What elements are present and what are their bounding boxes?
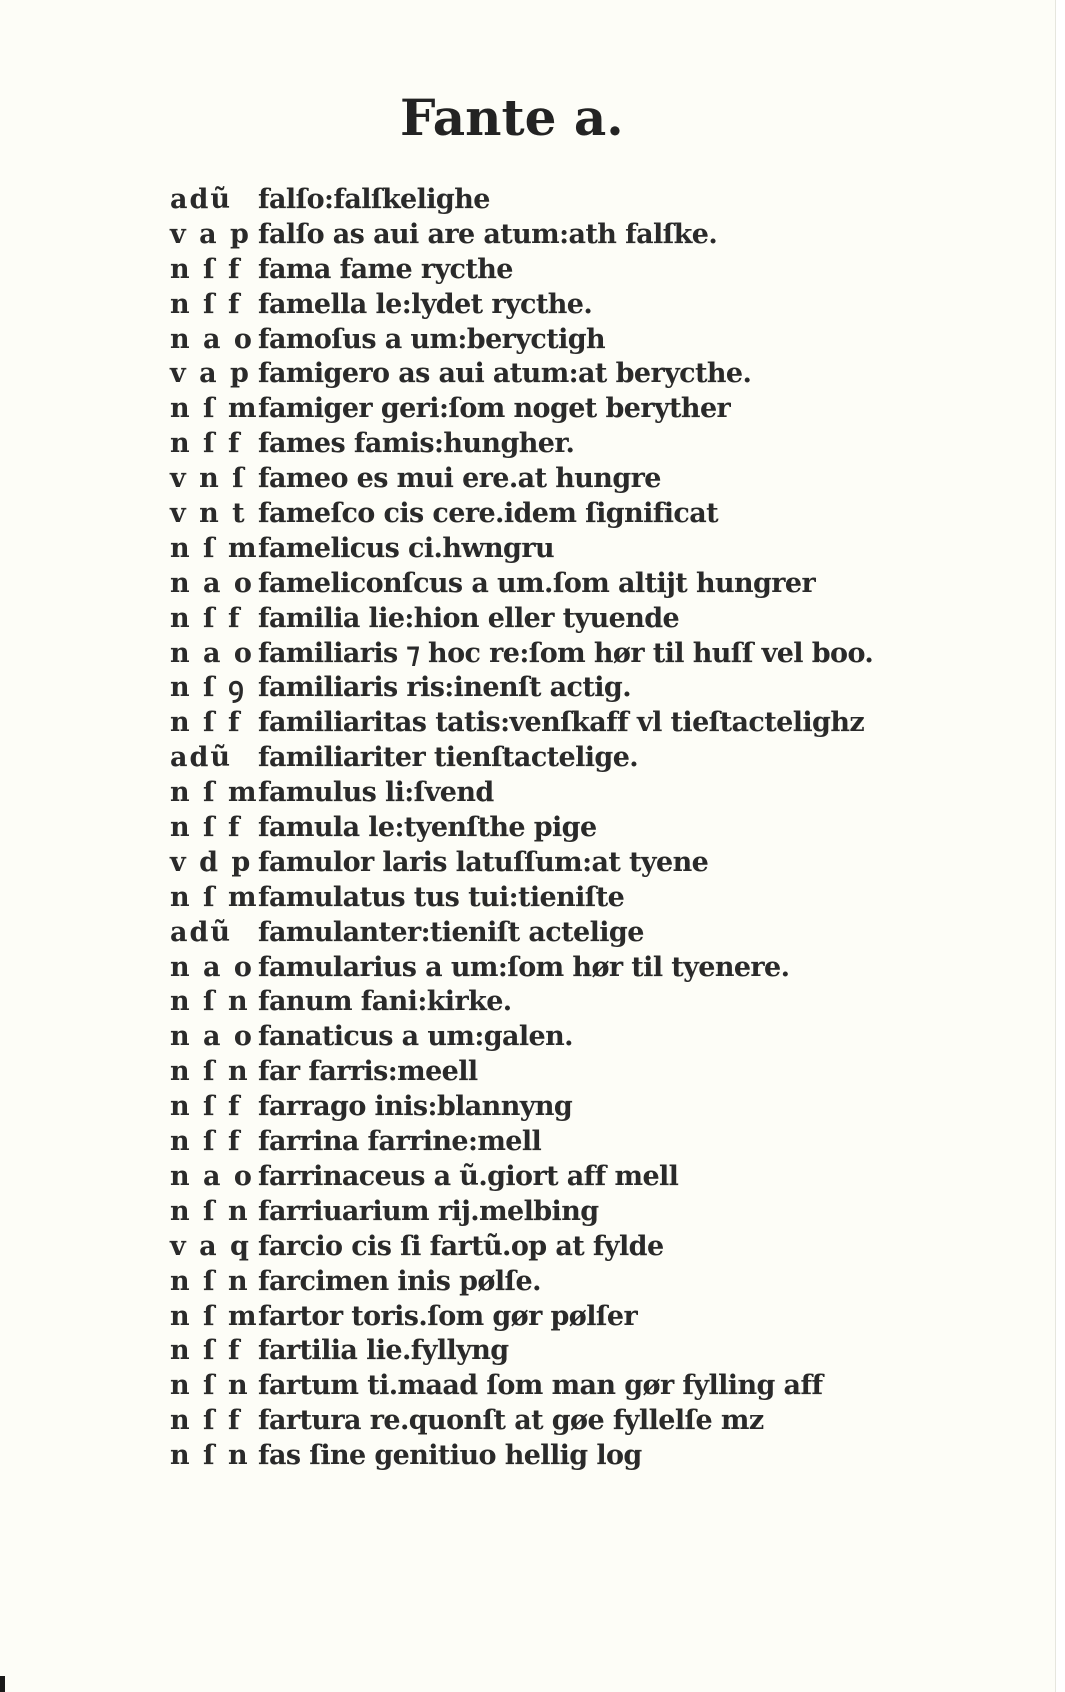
- dictionary-entry: [170, 462, 950, 497]
- entry-definition: famularius a um:ſom hør til tyenere.: [258, 951, 790, 983]
- entry-definition: famulanter:tieniſt actelige: [258, 916, 644, 948]
- dictionary-entry: [170, 951, 950, 986]
- dictionary-entry: [170, 741, 950, 776]
- entry-grammar-code: n ſ f: [170, 707, 242, 739]
- dictionary-entry: [170, 1160, 950, 1195]
- entry-definition: familiariter tienſtactelige.: [258, 742, 639, 774]
- entry-definition: familiaris ⁊ hoc re:ſom hør til huſſ vel boo.: [258, 637, 874, 669]
- dictionary-entry: [170, 218, 950, 253]
- entry-grammar-code: n ſ f: [170, 253, 242, 285]
- dictionary-entry: [170, 392, 950, 427]
- entry-definition: famelicus ci.hwngru: [258, 532, 554, 564]
- entry-grammar-code: n ſ m: [170, 881, 259, 913]
- dictionary-entry: [170, 637, 950, 672]
- dictionary-entry: [170, 497, 950, 532]
- entry-definition: famigero as aui atum:at berycthe.: [258, 358, 752, 390]
- entry-definition: familiaritas tatis:venſkaff vl tieſtactelighz: [258, 707, 865, 739]
- entry-definition: fames famis:hungher.: [258, 428, 575, 460]
- entry-grammar-code: n ſ f: [170, 288, 242, 320]
- entry-grammar-code: v n t: [170, 498, 247, 530]
- entry-definition: farrina farrine:mell: [258, 1126, 542, 1158]
- entry-grammar-code: n ſ n: [170, 1056, 250, 1088]
- entry-grammar-code: n ſ f: [170, 1091, 242, 1123]
- dictionary-entry: [170, 1230, 950, 1265]
- dictionary-entry: [170, 1090, 950, 1125]
- entry-grammar-code: adũ: [170, 916, 233, 948]
- dictionary-entry: [170, 602, 950, 637]
- dictionary-entry: [170, 1055, 950, 1090]
- entry-definition: fanum fani:kirke.: [258, 986, 512, 1018]
- dictionary-entry: [170, 811, 950, 846]
- dictionary-entry: [170, 183, 950, 218]
- entry-grammar-code: v a p: [170, 218, 251, 250]
- entry-grammar-code: n ſ f: [170, 1405, 242, 1437]
- entry-definition: falſo as aui are atum:ath falſke.: [258, 218, 718, 250]
- entry-grammar-code: n ſ f: [170, 1126, 242, 1158]
- entry-definition: fanaticus a um:galen.: [258, 1021, 573, 1053]
- dictionary-entry: [170, 916, 950, 951]
- entry-definition: fama fame rycthe: [258, 253, 513, 285]
- entry-grammar-code: n a o: [170, 323, 254, 355]
- entry-grammar-code: n ſ m: [170, 777, 259, 809]
- entry-definition: falſo:falſkelighe: [258, 184, 490, 215]
- dictionary-entry: [170, 985, 950, 1020]
- page-edge: [1055, 0, 1065, 1692]
- entry-grammar-code: n ſ n: [170, 986, 250, 1018]
- entry-grammar-code: n ſ m: [170, 532, 259, 564]
- entry-definition: farriuarium rij.melbing: [258, 1195, 599, 1227]
- entry-definition: famiger geri:ſom noget beryther: [258, 393, 731, 425]
- entry-grammar-code: n ſ f: [170, 1335, 242, 1367]
- entry-definition: fameliconſcus a um.ſom altijt hungrer: [258, 567, 816, 599]
- entry-grammar-code: n ſ n: [170, 1440, 250, 1472]
- dictionary-entry: [170, 1125, 950, 1160]
- entry-definition: farrago inis:blannyng: [258, 1091, 573, 1123]
- entry-definition: far farris:meell: [258, 1056, 478, 1088]
- entry-grammar-code: n ſ m: [170, 393, 259, 425]
- entry-definition: fartor toris.ſom gør pølſer: [258, 1300, 638, 1332]
- dictionary-entry: [170, 671, 950, 706]
- dictionary-entry: [170, 1369, 950, 1404]
- dictionary-entry: [170, 253, 950, 288]
- dictionary-entry: [170, 881, 950, 916]
- dictionary-entry: [170, 706, 950, 741]
- page-heading: Fante a.: [400, 88, 624, 147]
- entry-grammar-code: v d p: [170, 846, 253, 878]
- dictionary-entry: [170, 1404, 950, 1439]
- entry-definition: fameo es mui ere.at hungre: [258, 463, 661, 495]
- dictionary-entry: [170, 1020, 950, 1055]
- entry-grammar-code: n ſ m: [170, 1300, 259, 1332]
- entry-grammar-code: n ſ n: [170, 1195, 250, 1227]
- entry-definition: fas ſine genitiuo hellig log: [258, 1440, 642, 1472]
- entry-grammar-code: n ſ n: [170, 1265, 250, 1297]
- dictionary-entry: [170, 427, 950, 462]
- entry-definition: farcio cis ſi fartũ.op at fylde: [258, 1230, 664, 1262]
- entry-grammar-code: v n ſ: [170, 463, 246, 495]
- entry-grammar-code: n ſ f: [170, 812, 242, 844]
- dictionary-entry: [170, 776, 950, 811]
- dictionary-entry: [170, 1300, 950, 1335]
- entry-definition: famulatus tus tui:tieniſte: [258, 881, 625, 913]
- dictionary-entry: [170, 567, 950, 602]
- entry-grammar-code: n a o: [170, 637, 254, 669]
- entry-definition: fameſco cis cere.idem ſignificat: [258, 498, 719, 530]
- dictionary-entry: [170, 846, 950, 881]
- entry-grammar-code: n ſ f: [170, 428, 242, 460]
- dictionary-entry: [170, 1334, 950, 1369]
- dictionary-entry: [170, 288, 950, 323]
- dictionary-entry: [170, 1195, 950, 1230]
- entry-grammar-code: n a o: [170, 1160, 254, 1192]
- entry-definition: famulus li:ſvend: [258, 777, 494, 809]
- entry-grammar-code: n a o: [170, 567, 254, 599]
- dictionary-entry: [170, 532, 950, 567]
- entry-list: [170, 183, 950, 1474]
- entry-grammar-code: n ſ f: [170, 602, 242, 634]
- entry-definition: famoſus a um:beryctigh: [258, 323, 606, 355]
- entry-definition: farcimen inis pølſe.: [258, 1265, 541, 1297]
- entry-grammar-code: adũ: [170, 742, 233, 774]
- entry-grammar-code: v a p: [170, 358, 251, 390]
- entry-definition: familiaris ris:inenſt actig.: [258, 672, 631, 704]
- entry-grammar-code: n a o: [170, 1021, 254, 1053]
- dictionary-entry: [170, 357, 950, 392]
- dictionary-entry: [170, 323, 950, 358]
- entry-definition: famula le:tyenſthe pige: [258, 812, 597, 844]
- scan-corner-mark: [0, 1676, 5, 1692]
- entry-grammar-code: v a q: [170, 1230, 251, 1262]
- entry-definition: fartum ti.maad ſom man gør fylling aff: [258, 1370, 823, 1402]
- entry-definition: famulor laris latuſſum:at tyene: [258, 846, 709, 878]
- entry-grammar-code: n a o: [170, 951, 254, 983]
- entry-definition: fartilia lie.fyllyng: [258, 1335, 509, 1367]
- entry-definition: farrinaceus a ũ.giort aff mell: [258, 1160, 679, 1192]
- entry-grammar-code: adũ: [170, 184, 233, 215]
- dictionary-entry: [170, 1265, 950, 1300]
- entry-grammar-code: n ſ ꝯ: [170, 672, 246, 704]
- entry-definition: familia lie:hion eller tyuende: [258, 602, 680, 634]
- entry-definition: fartura re.quonſt at gøe fyllelſe mz: [258, 1405, 764, 1437]
- dictionary-entry: [170, 1439, 950, 1474]
- entry-definition: famella le:lydet rycthe.: [258, 288, 593, 320]
- entry-grammar-code: n ſ n: [170, 1370, 250, 1402]
